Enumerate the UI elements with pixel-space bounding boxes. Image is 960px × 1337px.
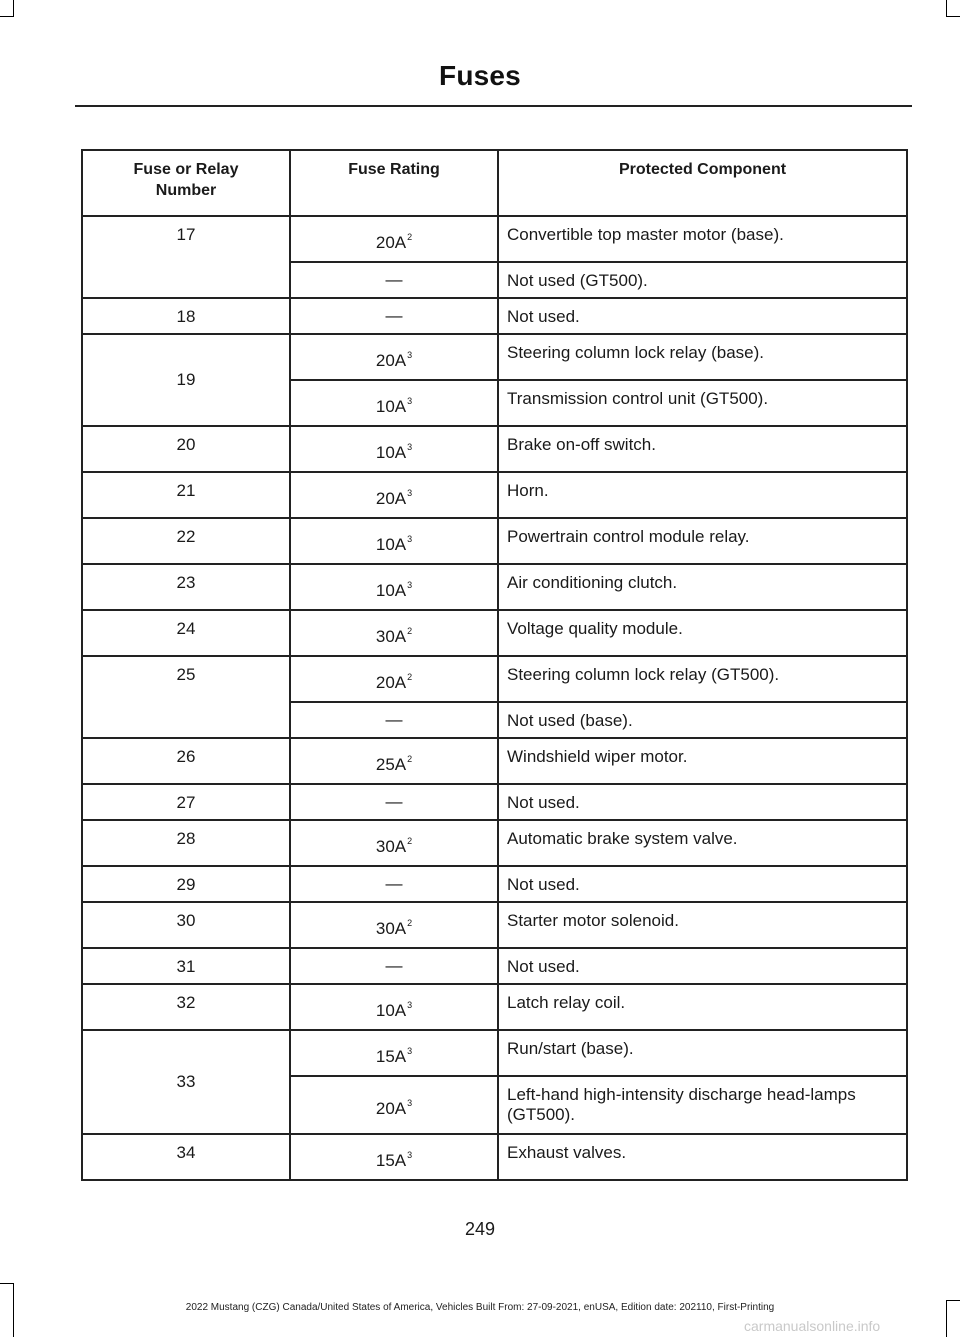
cell-fuse-rating [290,820,498,866]
cell-fuse-rating [290,564,498,610]
cell-protected-component: Starter motor solenoid. [498,902,907,948]
fuse-rating-value: 20A [375,1099,407,1118]
cell-fuse-rating [290,334,498,380]
cell-protected-component: Run/start (base). [498,1030,907,1076]
cell-fuse-rating [290,1076,498,1134]
cell-protected-component: Not used. [498,784,907,820]
cell-fuse-number: 33 [82,1030,290,1134]
footnote-marker: 3 [407,580,413,590]
fuse-rating-value: 30A [375,837,407,856]
table-row [82,518,907,564]
cell-fuse-rating [290,216,498,262]
cell-fuse-rating [290,866,498,902]
cell-protected-component: Left-hand high-intensity discharge head-lamps (GT500). [498,1076,907,1134]
table-row [82,216,907,262]
title-divider [75,105,912,107]
crop-mark [946,16,960,17]
footnote-marker: 3 [407,396,413,406]
cell-fuse-number: 28 [82,820,290,866]
cell-fuse-rating [290,784,498,820]
fuse-rating-value: 20A [375,233,407,252]
footnote-marker: 2 [407,672,413,682]
cell-protected-component: Horn. [498,472,907,518]
table-row [82,656,907,702]
cell-fuse-rating [290,262,498,298]
cell-protected-component: Not used. [498,866,907,902]
cell-protected-component: Not used (base). [498,702,907,738]
crop-mark [13,0,14,16]
footnote-marker: 3 [407,1000,413,1010]
page-title: Fuses [439,60,521,91]
fuse-rating-value: 30A [375,627,407,646]
cell-protected-component: Powertrain control module relay. [498,518,907,564]
table-row [82,426,907,472]
table-row [82,334,907,380]
cell-fuse-number: 21 [82,472,290,518]
cell-protected-component: Air conditioning clutch. [498,564,907,610]
table-row [82,984,907,1030]
cell-fuse-number: 26 [82,738,290,784]
cell-fuse-rating [290,948,498,984]
header-fuse-rating: Fuse Rating [290,150,498,216]
footnote-marker: 2 [407,232,413,242]
cell-fuse-rating [290,610,498,656]
fuse-rating-value: 10A [375,397,407,416]
cell-protected-component: Convertible top master motor (base). [498,216,907,262]
header-fuse-number: Fuse or Relay Number [82,150,290,216]
cell-protected-component: Not used. [498,948,907,984]
cell-fuse-number: 19 [82,334,290,426]
table-row [82,948,907,984]
footnote-marker: 3 [407,488,413,498]
crop-mark [0,1283,14,1284]
fuse-rating-value: 10A [375,581,407,600]
fuse-rating-value: — [385,710,403,729]
cell-protected-component: Windshield wiper motor. [498,738,907,784]
cell-fuse-number: 30 [82,902,290,948]
cell-fuse-rating [290,1134,498,1180]
footnote-marker: 2 [407,626,413,636]
cell-fuse-rating [290,298,498,334]
footnote-marker: 3 [407,1150,413,1160]
cell-protected-component: Exhaust valves. [498,1134,907,1180]
footnote-marker: 3 [407,350,413,360]
cell-fuse-number: 24 [82,610,290,656]
fuse-rating-value: 15A [375,1151,407,1170]
fuse-rating-value: 30A [375,919,407,938]
table-row [82,610,907,656]
table-header-row [82,150,907,216]
footnote-marker: 3 [407,442,413,452]
table-row [82,298,907,334]
cell-fuse-number: 32 [82,984,290,1030]
table-row [82,902,907,948]
cell-fuse-rating [290,380,498,426]
cell-protected-component: Voltage quality module. [498,610,907,656]
cell-fuse-rating [290,426,498,472]
cell-fuse-rating [290,738,498,784]
fuse-rating-value: 10A [375,535,407,554]
table-row [82,820,907,866]
crop-mark [946,0,947,16]
footnote-marker: 3 [407,534,413,544]
crop-mark [946,1300,960,1301]
footer-edition-info: 2022 Mustang (CZG) Canada/United States of America, Vehicles Built From: 27-09-2021, enUSA, Edition date: 202110, First-Printing [185,1302,775,1313]
cell-fuse-rating [290,902,498,948]
footnote-marker: 3 [407,1098,413,1108]
cell-fuse-rating [290,518,498,564]
cell-fuse-number: 29 [82,866,290,902]
cell-fuse-number: 22 [82,518,290,564]
cell-protected-component: Latch relay coil. [498,984,907,1030]
cell-fuse-number: 18 [82,298,290,334]
cell-fuse-rating [290,656,498,702]
page-number: 249 [464,1219,496,1239]
cell-fuse-number: 23 [82,564,290,610]
fuse-rating-value: 25A [375,755,407,774]
cell-protected-component: Not used (GT500). [498,262,907,298]
footnote-marker: 2 [407,918,413,928]
cell-protected-component: Steering column lock relay (base). [498,334,907,380]
footnote-marker: 2 [407,754,413,764]
cell-fuse-number: 27 [82,784,290,820]
cell-fuse-number: 17 [82,216,290,298]
cell-protected-component: Not used. [498,298,907,334]
cell-fuse-rating [290,702,498,738]
fuse-rating-value: 10A [375,443,407,462]
fuse-rating-value: 10A [375,1001,407,1020]
cell-fuse-number: 34 [82,1134,290,1180]
table-row [82,472,907,518]
cell-fuse-number: 25 [82,656,290,738]
fuse-rating-value: 15A [375,1047,407,1066]
cell-fuse-rating [290,1030,498,1076]
footnote-marker: 2 [407,836,413,846]
header-protected-component: Protected Component [498,150,907,216]
table-row [82,784,907,820]
cell-protected-component: Brake on-off switch. [498,426,907,472]
cell-fuse-rating [290,472,498,518]
fuse-rating-value: 20A [375,673,407,692]
fuse-rating-value: — [385,270,403,289]
fuse-rating-value: — [385,956,403,975]
cell-protected-component: Steering column lock relay (GT500). [498,656,907,702]
cell-fuse-rating [290,984,498,1030]
cell-fuse-number: 31 [82,948,290,984]
cell-protected-component: Automatic brake system valve. [498,820,907,866]
table-row [82,866,907,902]
table-row [82,564,907,610]
table-row [82,1134,907,1180]
fuse-rating-value: — [385,792,403,811]
fuse-table [81,149,908,1181]
cell-protected-component: Transmission control unit (GT500). [498,380,907,426]
crop-mark [0,16,14,17]
cell-fuse-number: 20 [82,426,290,472]
footnote-marker: 3 [407,1046,413,1056]
watermark: carmanualsonline.info [744,1318,881,1334]
fuse-rating-value: 20A [375,489,407,508]
fuse-rating-value: — [385,306,403,325]
fuse-rating-value: 20A [375,351,407,370]
table-row [82,1030,907,1076]
table-row [82,738,907,784]
fuse-rating-value: — [385,874,403,893]
